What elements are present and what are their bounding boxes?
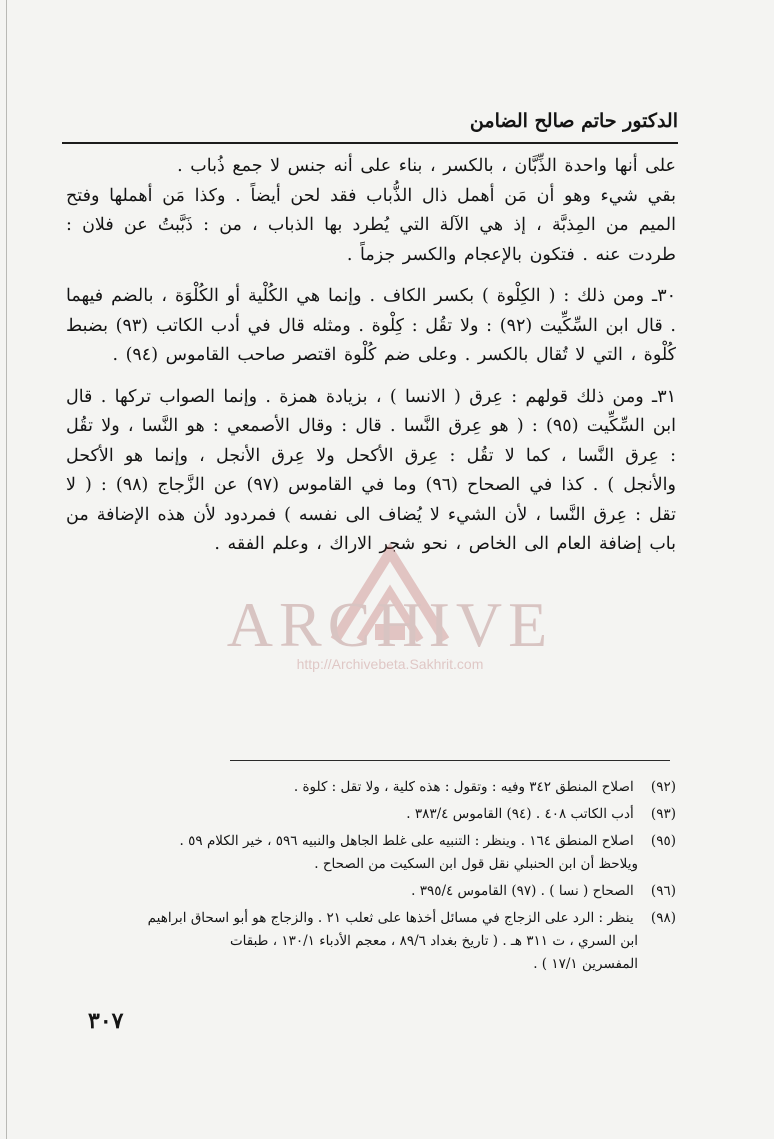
header-rule — [62, 142, 678, 144]
main-text — [66, 152, 676, 560]
watermark-url: http://Archivebeta.Sakhrit.com — [296, 656, 484, 672]
footnote-98 — [66, 907, 676, 976]
footnote-95 — [66, 830, 676, 876]
footnote-93-94 — [66, 803, 676, 826]
footnote-text-continued: ابن السري ، ت ٣١١ هـ . ( تاريخ بغداد ٨٩/٦ ، معجم الأدباء ١٣٠/١ ، طبقات — [229, 933, 638, 949]
footnote-number: (٩٥) — [650, 833, 676, 849]
footnote-text-continued: ويلاحظ أن ابن الحنبلي نقل قول ابن السكيت من الصحاح . — [314, 856, 638, 872]
footnote-text: اصلاح المنطق ٣٤٢ وفيه : وتقول : هذه كلية ، ولا تقل : كلوة . — [293, 779, 634, 795]
footnote-text: ينظر : الرد على الزجاج في مسائل أخذها على ثعلب ٢١ . والزجاج هو أبو اسحاق ابراهيم — [147, 910, 634, 926]
footnote-number: (٩٢) — [650, 779, 676, 795]
footnote-96-97 — [66, 880, 676, 903]
paragraph-3: ٣٠ـ ومن ذلك : ( الكِلْوة ) بكسر الكاف . وإنما هي الكُلْية أو الكُلْوَة ، بالضم فيهما . قال ابن السِّكِّيت (٩٢) : ولا تقُل : كِلْوة . ومثله قال في أدب الكاتب (٩٣) بضبط كُلْوة ، التي لا تُقال بالكسر . وعلى ضم كُلْوة اقتصر صاحب القاموس (٩٤) . — [66, 286, 676, 365]
footnote-number: (٩٣) — [650, 806, 676, 822]
running-header: الدكتور حاتم صالح الضامن — [469, 110, 678, 132]
footnote-text: الصحاح ( نسا ) . (٩٧) القاموس ٣٩٥/٤ . — [411, 883, 634, 899]
footnote-number: (٩٦) — [650, 883, 676, 899]
footnote-text-continued: المفسرين ١٧/١ ) . — [533, 956, 638, 972]
page-edge-line — [6, 0, 7, 1139]
archive-watermark — [180, 540, 600, 672]
footnote-92 — [66, 776, 676, 799]
paragraph-4: ٣١ـ ومن ذلك قولهم : عِرق ( الانسا ) ، بزيادة همزة . وإنما الصواب تركها . قال ابن السِّكِّيت (٩٥) : ( هو عِرق النَّسا . قال : وقال الأصمعي : هو النَّسا ، ولا تقُل : عِرق النَّسا ، كما لا تقُل : عِرق الأكحل ولا عِرق الأنجل ، وإنما هو الأكحل والأنجل ) . كذا في الصحاح (٩٦) وما في القاموس (٩٧) عن الزَّجاج (٩٨) : ( لا تقل : عِرق النَّسا ، لأن الشيء لا يُضاف الى نفسه ) فمردود لأن هذه الإضافة من باب إضافة العام الى الخاص ، نحو شجر الاراك ، وعلم الفقه . — [66, 386, 676, 554]
footnote-text: أدب الكاتب ٤٠٨ . (٩٤) القاموس ٣٨٣/٤ . — [406, 806, 634, 822]
paragraph-2: بقي شيء وهو أن مَن أهمل ذال الذُّباب فقد لحن أيضاً . وكذا مَن أهملها وفتح الميم من المِذبَّة ، إذ هي الآلة التي يُطرد بها الذباب ، من : ذَبَّبتُ عن فلان : طردت عنه . فتكون بالإعجام والكسر جزماً . — [66, 185, 676, 265]
footnotes — [66, 776, 676, 980]
paragraph-1: على أنها واحدة الذِّبَّان ، بالكسر ، بناء على أنه جنس لا جمع ذُباب . — [177, 156, 676, 176]
page-number: ٣٠٧ — [88, 1008, 124, 1034]
footnote-number: (٩٨) — [650, 910, 676, 926]
watermark-word: ARCHIVE — [226, 589, 554, 660]
footnote-text: اصلاح المنطق ١٦٤ . وينظر : التنبيه على غلط الجاهل والنبيه ٥٩٦ ، خير الكلام ٥٩ . — [179, 833, 634, 849]
footnote-rule — [230, 760, 670, 761]
